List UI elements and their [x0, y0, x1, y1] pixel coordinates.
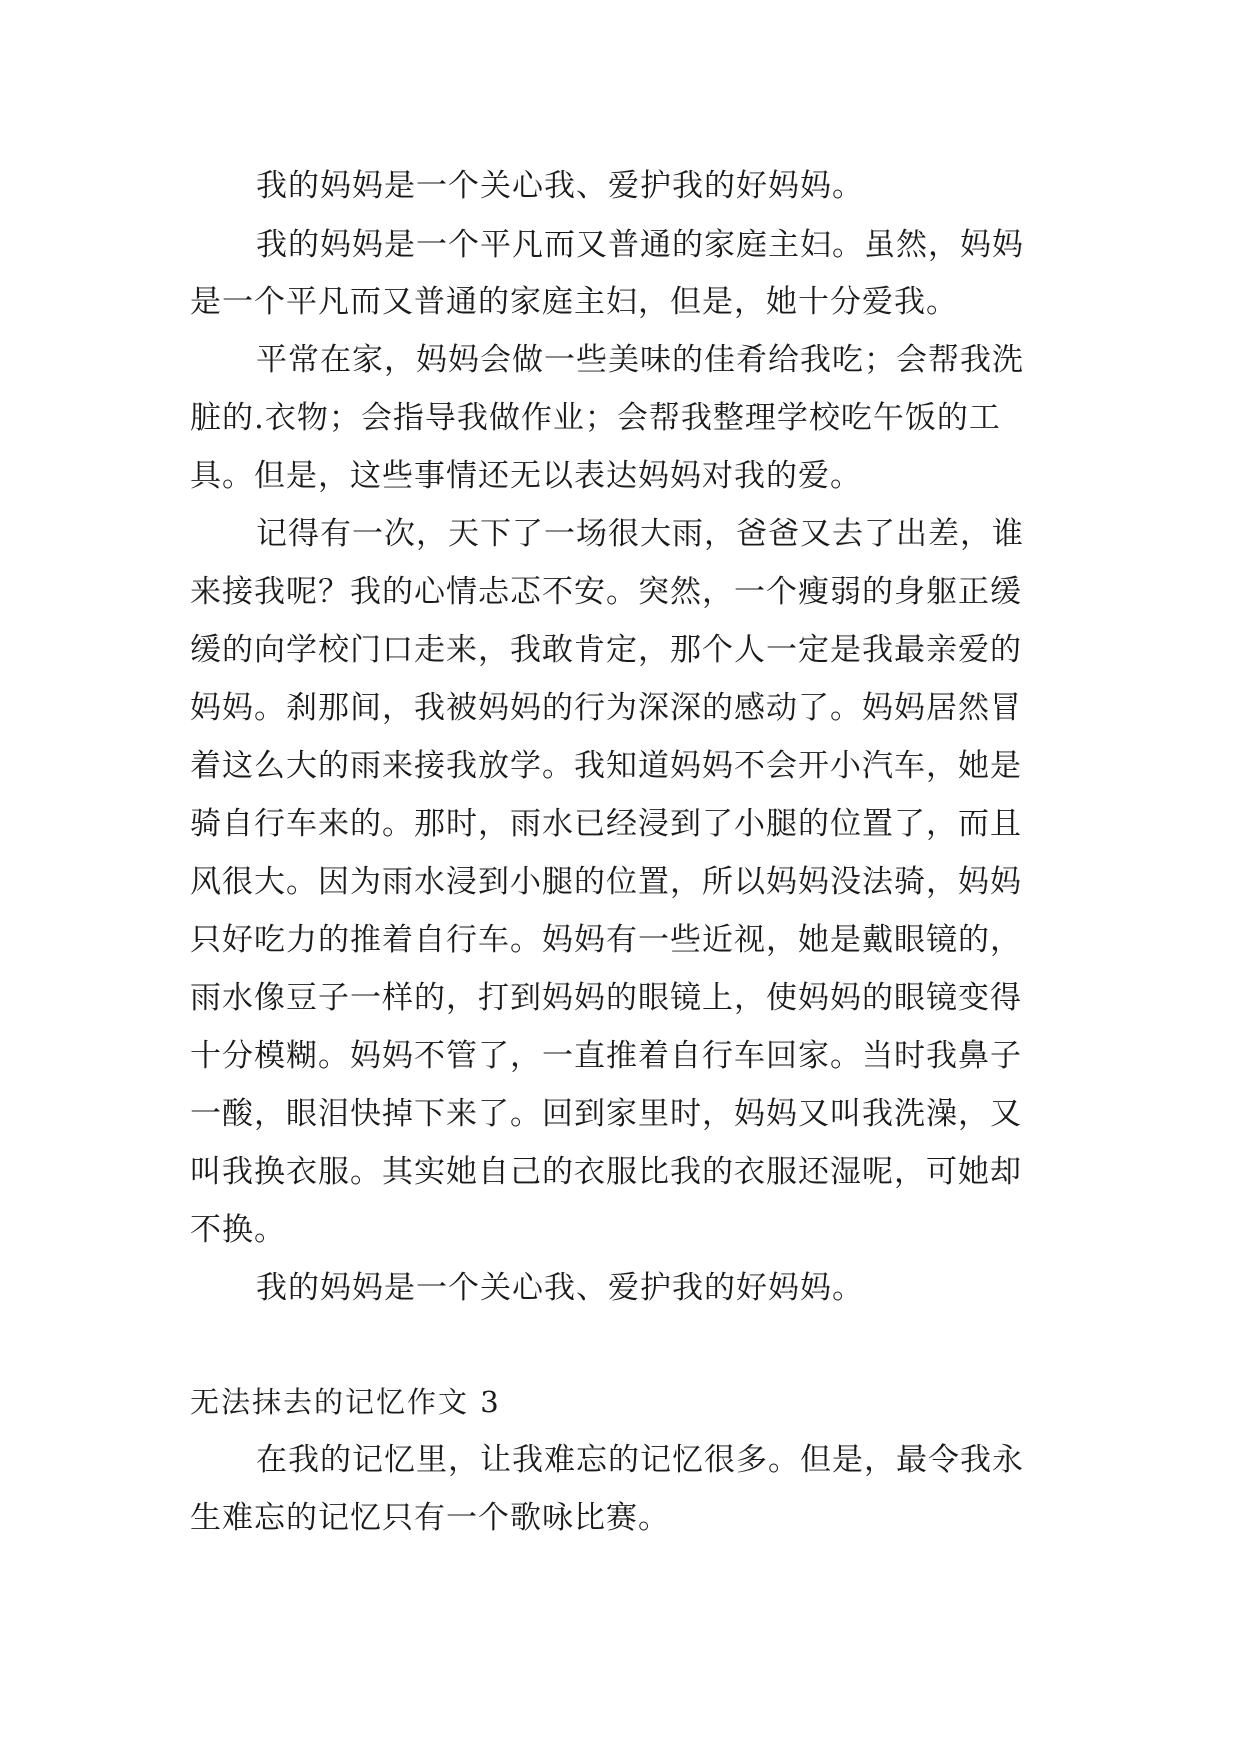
text-line: 具。但是，这些事情还无以表达妈妈对我的爱。: [190, 458, 862, 494]
text-line: 平常在家，妈妈会做一些美味的佳肴给我吃；会帮我洗: [256, 342, 1024, 378]
text-line: 来接我呢？我的心情忐忑不安。突然，一个瘦弱的身躯正缓: [190, 574, 1022, 610]
text-line: 记得有一次，天下了一场很大雨，爸爸又去了出差，谁: [256, 516, 1024, 552]
text-line: 十分模糊。妈妈不管了，一直推着自行车回家。当时我鼻子: [190, 1038, 1022, 1074]
text-line: 脏的.衣物；会指导我做作业；会帮我整理学校吃午饭的工: [190, 400, 1001, 436]
text-line: 一酸，眼泪快掉下来了。回到家里时，妈妈又叫我洗澡，又: [190, 1096, 1022, 1132]
text-line: 妈妈。刹那间，我被妈妈的行为深深的感动了。妈妈居然冒: [190, 690, 1022, 726]
text-line: 缓的向学校门口走来，我敢肯定，那个人一定是我最亲爱的: [190, 632, 1022, 668]
text-line: 风很大。因为雨水浸到小腿的位置，所以妈妈没法骑，妈妈: [190, 864, 1022, 900]
text-line: 我的妈妈是一个关心我、爱护我的好妈妈。: [256, 168, 864, 204]
text-line: 我的妈妈是一个平凡而又普通的家庭主妇。虽然，妈妈: [256, 227, 1024, 263]
text-line: 我的妈妈是一个关心我、爱护我的好妈妈。: [256, 1270, 864, 1306]
text-line: 骑自行车来的。那时，雨水已经浸到了小腿的位置了，而且: [190, 806, 1022, 842]
text-line: 生难忘的记忆只有一个歌咏比赛。: [190, 1500, 670, 1536]
text-line: 在我的记忆里，让我难忘的记忆很多。但是，最令我永: [256, 1442, 1024, 1478]
text-line: 叫我换衣服。其实她自己的衣服比我的衣服还湿呢，可她却: [190, 1154, 1022, 1190]
text-line: 雨水像豆子一样的，打到妈妈的眼镜上，使妈妈的眼镜变得: [190, 980, 1022, 1016]
text-line: 是一个平凡而又普通的家庭主妇，但是，她十分爱我。: [190, 284, 958, 320]
text-line: 只好吃力的推着自行车。妈妈有一些近视，她是戴眼镜的，: [190, 922, 1022, 958]
section-heading: 无法抹去的记忆作文 3: [190, 1385, 501, 1419]
text-line: 着这么大的雨来接我放学。我知道妈妈不会开小汽车，她是: [190, 748, 1022, 784]
text-line: 不换。: [190, 1212, 286, 1248]
